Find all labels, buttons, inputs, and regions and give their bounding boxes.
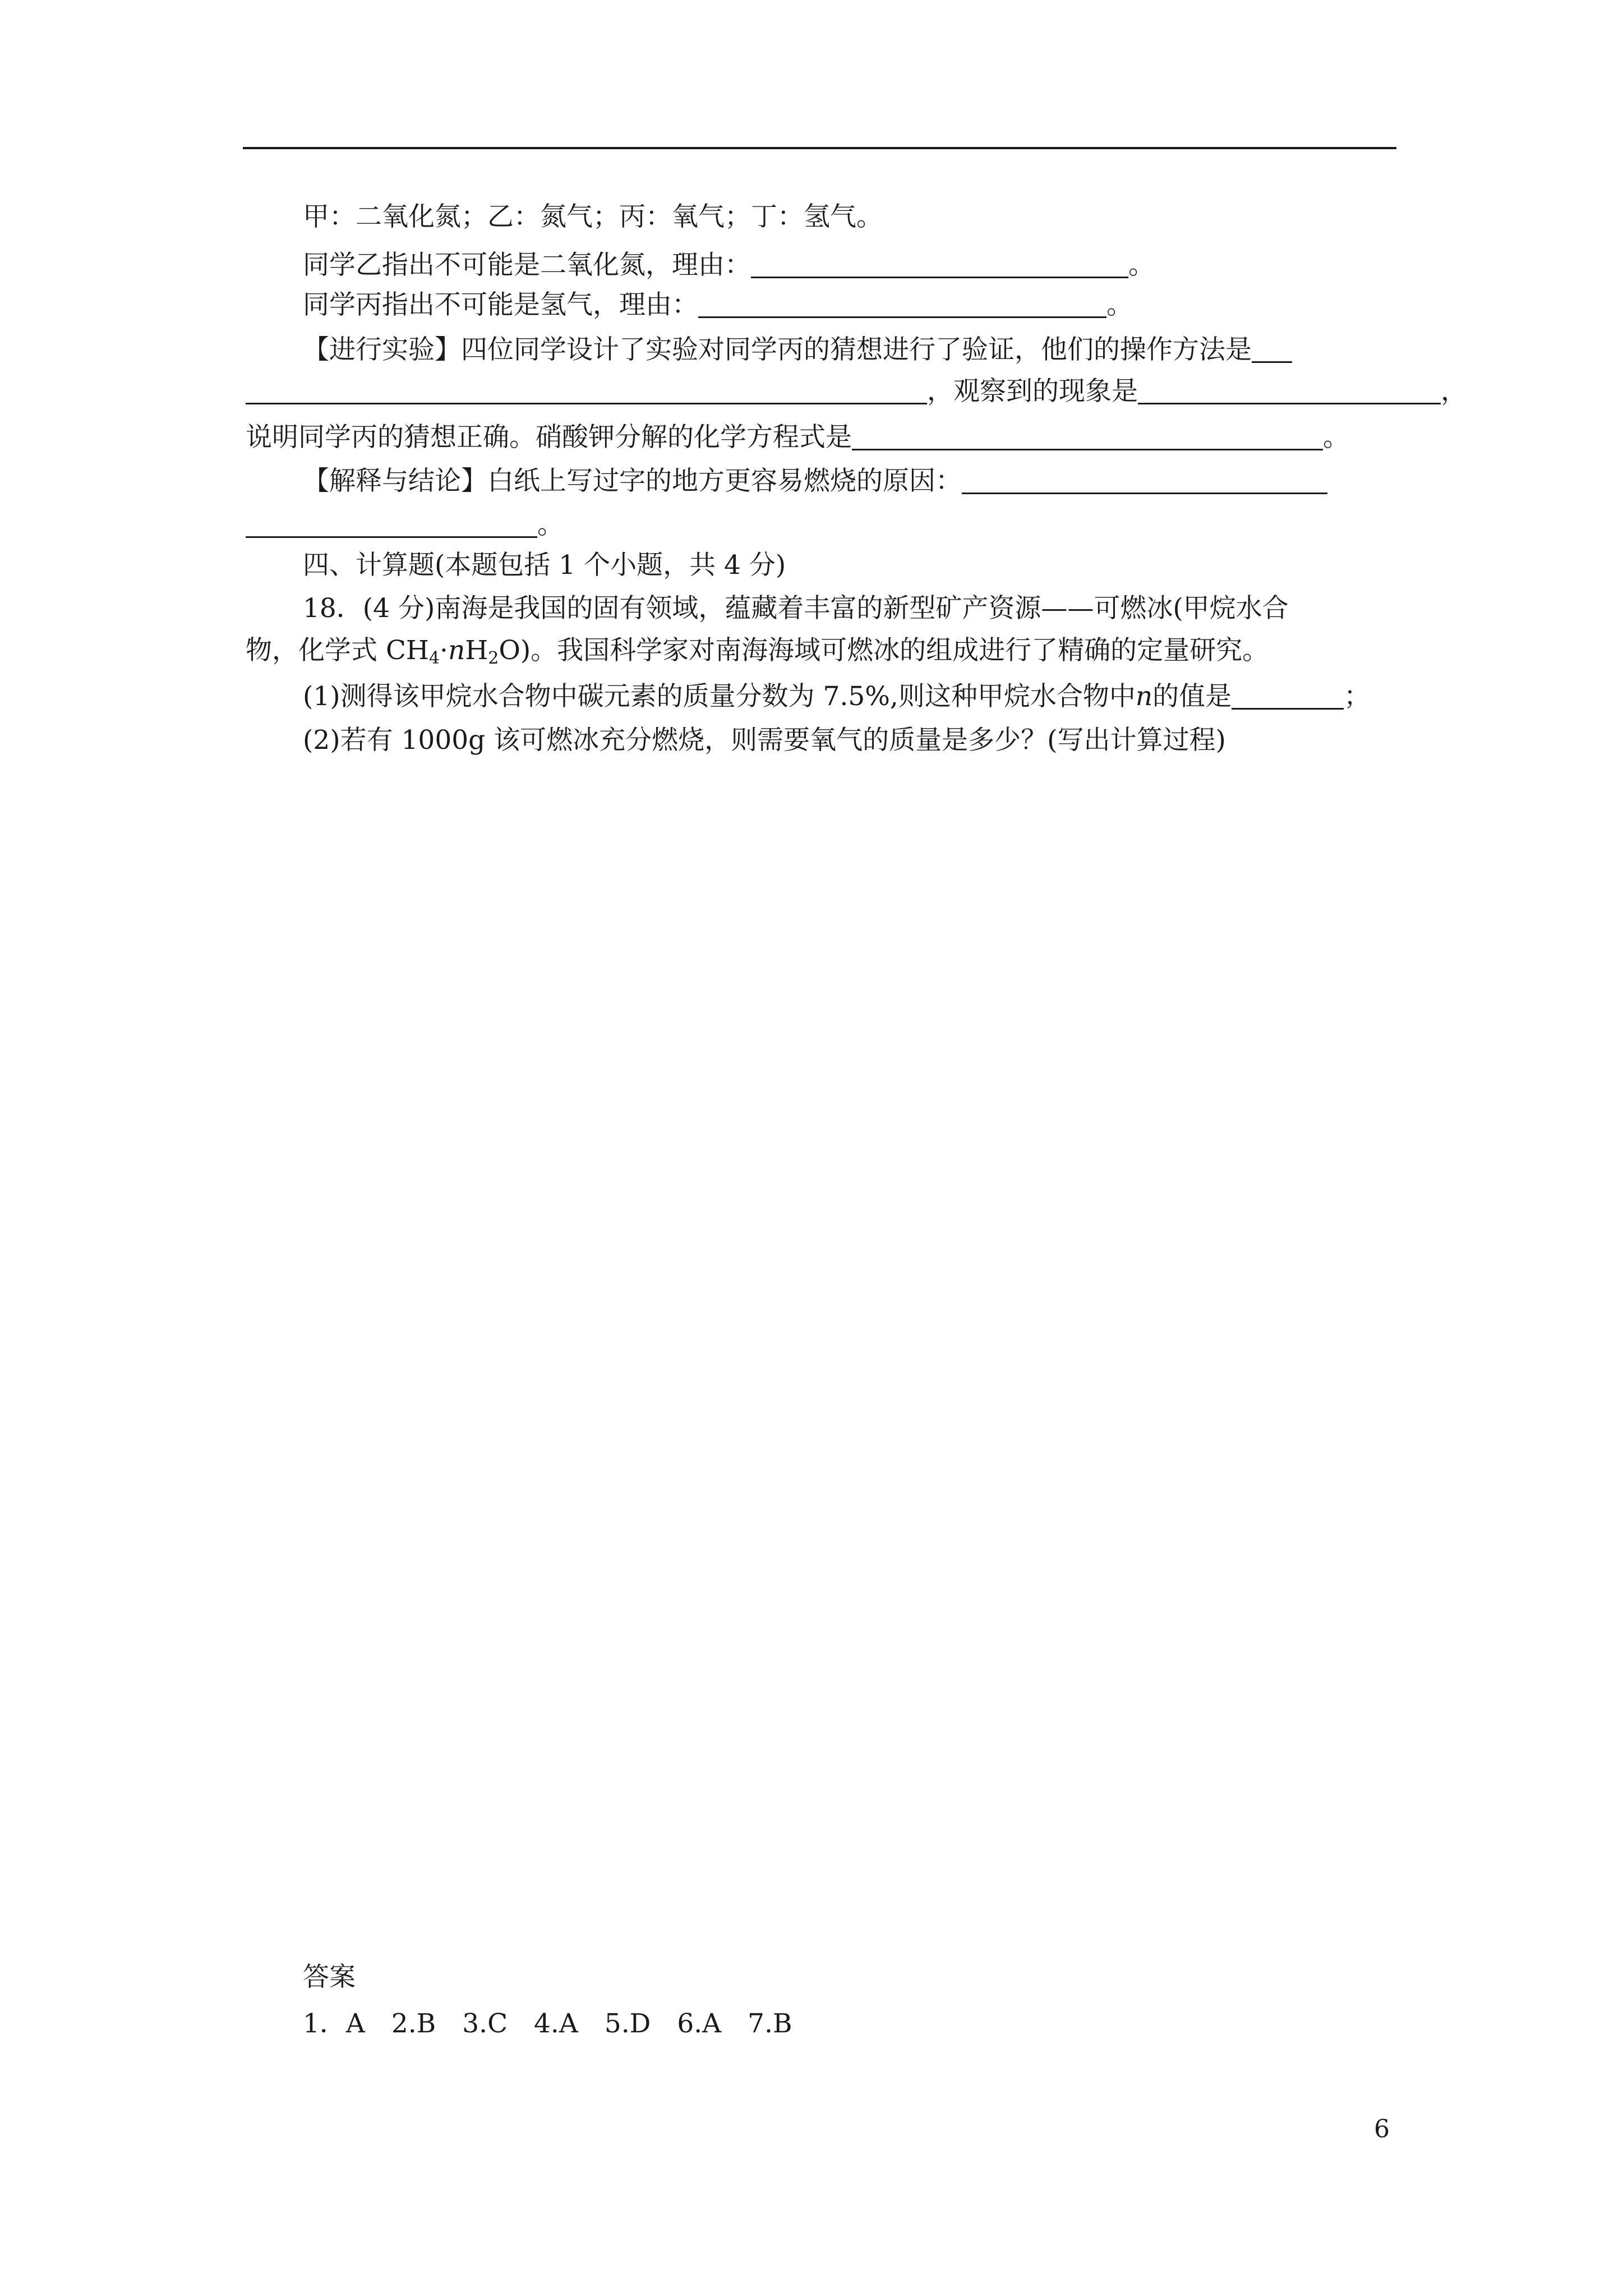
question-18-stem: 18．(4 分)南海是我国的固有领域，蕴藏着丰富的新型矿产资源——可燃冰(甲烷水合 (303, 593, 1289, 624)
page-number: 6 (1374, 2115, 1390, 2143)
bing-reason-text: 同学丙指出不可能是氢气，理由： (303, 289, 698, 320)
answer-blank-yi-reason[interactable] (751, 252, 1128, 278)
header-rule (243, 147, 1396, 149)
answer-blank-equation[interactable] (852, 424, 1323, 450)
line-yi-reason: 同学乙指出不可能是二氧化氮，理由： 。 (303, 250, 1155, 280)
answer-blank-phenomenon[interactable] (1138, 378, 1441, 404)
line-bing-reason: 同学丙指出不可能是氢气，理由： 。 (303, 289, 1133, 320)
line-conclusion (303, 464, 1327, 498)
observation-text: ，观察到的现象是 (927, 376, 1138, 407)
line-observation: ，观察到的现象是 ， (246, 375, 1467, 408)
gas-options-text: 甲：二氧化氮；乙：氮气；丙：氧气；丁：氢气。 (303, 201, 883, 232)
section-heading-calculation: 四、计算题(本题包括 1 个小题，共 4 分) (303, 550, 786, 581)
answer-blank-bing-reason[interactable] (698, 292, 1106, 318)
answer-blank-conclusion[interactable] (962, 468, 1327, 494)
answer-blank-n-value[interactable] (1232, 683, 1344, 710)
yi-reason-text: 同学乙指出不可能是二氧化氮，理由： (303, 250, 751, 280)
answer-blank-method-start[interactable] (1252, 337, 1292, 363)
answers-list: 1．A 2.B 3.C 4.A 5.D 6.A 7.B (303, 2008, 792, 2039)
conclusion-text: 【解释与结论】白纸上写过字的地方更容易燃烧的原因： (303, 466, 962, 496)
answer-blank-conclusion-cont[interactable] (246, 512, 537, 538)
experiment-text: 【进行实验】四位同学设计了实验对同学丙的猜想进行了验证，他们的操作方法是 (303, 334, 1252, 365)
line-gas-options (303, 200, 883, 234)
line-conclusion-cont: 。 (246, 508, 564, 542)
question-18-part-2: (2)若有 1000g 该可燃冰充分燃烧，则需要氧气的质量是多少？(写出计算过程) (303, 725, 1226, 756)
answers-title: 答案 (303, 1962, 356, 1993)
question-18-part-1: (1)测得该甲烷水合物中碳元素的质量分数为 7.5%,则这种甲烷水合物中n的值是 ； (303, 681, 1371, 712)
line-equation: 说明同学丙的猜想正确。硝酸钾分解的化学方程式是 。 (246, 422, 1349, 453)
question-18-formula-line: 物，化学式 $CH_4\cdot nH_2O$)。我国科学家对南海海域可燃冰的组成进行了精确的定量研究。 (246, 635, 1269, 668)
answer-blank-method[interactable] (246, 378, 927, 404)
equation-text: 说明同学丙的猜想正确。硝酸钾分解的化学方程式是 (246, 422, 852, 453)
line-experiment (303, 333, 1292, 367)
